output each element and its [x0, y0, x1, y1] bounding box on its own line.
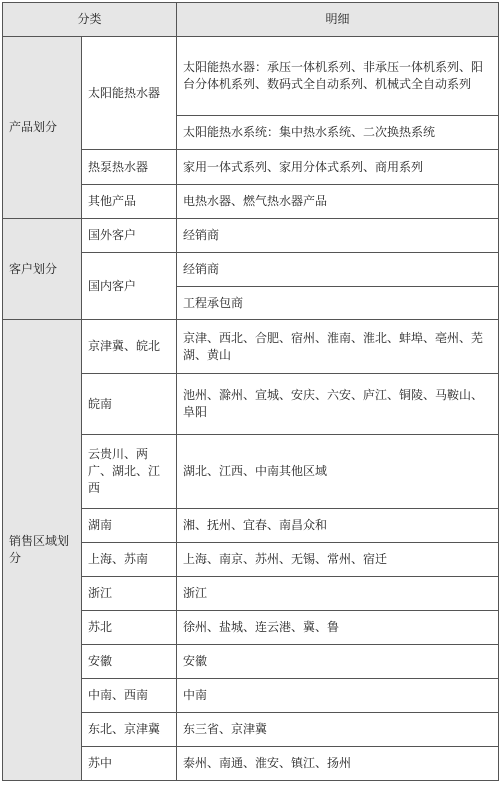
detail-cell: 太阳能热水系统：集中热水系统、二次换热系统	[177, 116, 499, 150]
subcategory-cell: 苏中	[82, 747, 177, 781]
category-cell: 销售区域划分	[3, 320, 82, 781]
table-row	[3, 320, 499, 374]
detail-cell: 东三省、京津冀	[177, 713, 499, 747]
detail-cell: 上海、南京、苏州、无锡、常州、宿迁	[177, 543, 499, 577]
detail-cell: 湖北、江西、中南其他区域	[177, 435, 499, 509]
detail-cell: 湘、抚州、宜春、南昌众和	[177, 509, 499, 543]
subcategory-cell: 湖南	[82, 509, 177, 543]
header-category: 分类	[3, 3, 177, 37]
subcategory-cell: 浙江	[82, 577, 177, 611]
detail-cell: 电热水器、燃气热水器产品	[177, 185, 499, 219]
subcategory-cell: 上海、苏南	[82, 543, 177, 577]
detail-cell: 经销商	[177, 219, 499, 253]
header-detail: 明细	[177, 3, 499, 37]
subcategory-cell: 中南、西南	[82, 679, 177, 713]
detail-cell: 徐州、盐城、连云港、冀、鲁	[177, 611, 499, 645]
table-header-row	[3, 3, 499, 37]
table-row	[3, 37, 499, 116]
detail-cell: 家用一体式系列、家用分体式系列、商用系列	[177, 150, 499, 185]
detail-cell: 太阳能热水器：承压一体机系列、非承压一体机系列、阳台分体机系列、数码式全自动系列、机械式全自动系列	[177, 37, 499, 116]
detail-cell: 浙江	[177, 577, 499, 611]
subcategory-cell: 东北、京津冀	[82, 713, 177, 747]
classification-table	[2, 2, 499, 781]
subcategory-cell: 国外客户	[82, 219, 177, 253]
subcategory-cell: 热泵热水器	[82, 150, 177, 185]
subcategory-cell: 苏北	[82, 611, 177, 645]
subcategory-cell: 皖南	[82, 374, 177, 435]
subcategory-cell: 国内客户	[82, 253, 177, 320]
subcategory-cell: 京津冀、皖北	[82, 320, 177, 374]
detail-cell: 安徽	[177, 645, 499, 679]
subcategory-cell: 太阳能热水器	[82, 37, 177, 150]
detail-cell: 泰州、南通、淮安、镇江、扬州	[177, 747, 499, 781]
subcategory-cell: 其他产品	[82, 185, 177, 219]
category-cell: 客户划分	[3, 219, 82, 320]
subcategory-cell: 云贵川、两广、湖北、江西	[82, 435, 177, 509]
subcategory-cell: 安徽	[82, 645, 177, 679]
category-cell: 产品划分	[3, 37, 82, 219]
detail-cell: 工程承包商	[177, 287, 499, 320]
detail-cell: 京津、西北、合肥、宿州、淮南、淮北、蚌埠、亳州、芜湖、黄山	[177, 320, 499, 374]
detail-cell: 经销商	[177, 253, 499, 287]
table-row	[3, 219, 499, 253]
detail-cell: 池州、滁州、宣城、安庆、六安、庐江、铜陵、马鞍山、阜阳	[177, 374, 499, 435]
detail-cell: 中南	[177, 679, 499, 713]
